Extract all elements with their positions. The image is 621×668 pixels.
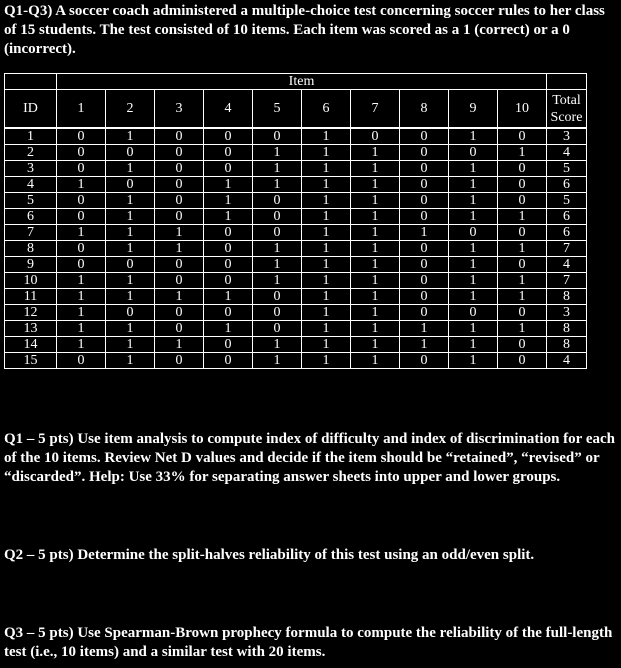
item-score-cell: 1 bbox=[106, 193, 155, 209]
item-score-cell: 0 bbox=[106, 177, 155, 193]
item-score-cell: 1 bbox=[400, 321, 449, 337]
item-score-cell: 0 bbox=[400, 177, 449, 193]
item-score-cell: 0 bbox=[155, 273, 204, 289]
item-score-cell: 1 bbox=[351, 337, 400, 353]
item-score-cell: 0 bbox=[57, 128, 106, 145]
item-score-cell: 0 bbox=[155, 209, 204, 225]
student-id-cell: 5 bbox=[5, 193, 57, 209]
item-score-cell: 1 bbox=[57, 289, 106, 305]
item-score-cell: 1 bbox=[302, 209, 351, 225]
item-score-cell: 1 bbox=[253, 353, 302, 369]
total-score-cell: 8 bbox=[547, 289, 587, 305]
item-score-cell: 0 bbox=[449, 145, 498, 161]
item-score-cell: 0 bbox=[253, 289, 302, 305]
item-score-cell: 0 bbox=[253, 321, 302, 337]
item-score-cell: 1 bbox=[302, 145, 351, 161]
total-score-header bbox=[547, 90, 587, 129]
score-table bbox=[4, 73, 587, 369]
item-score-cell: 0 bbox=[155, 305, 204, 321]
item-score-cell: 1 bbox=[253, 145, 302, 161]
student-id-cell: 15 bbox=[5, 353, 57, 369]
table-row bbox=[5, 305, 587, 321]
item-score-cell: 0 bbox=[155, 145, 204, 161]
total-score-cell: 4 bbox=[547, 353, 587, 369]
table-row bbox=[5, 128, 587, 145]
table-row bbox=[5, 177, 587, 193]
item-score-cell: 0 bbox=[155, 353, 204, 369]
item-score-cell: 0 bbox=[351, 128, 400, 145]
item-score-cell: 0 bbox=[204, 128, 253, 145]
item-score-cell: 1 bbox=[106, 321, 155, 337]
total-score-cell: 6 bbox=[547, 209, 587, 225]
item-number-header: 8 bbox=[400, 90, 449, 129]
item-number-header: 6 bbox=[302, 90, 351, 129]
item-score-cell: 1 bbox=[106, 209, 155, 225]
item-score-cell: 0 bbox=[498, 305, 547, 321]
item-score-cell: 1 bbox=[302, 289, 351, 305]
item-score-cell: 0 bbox=[400, 209, 449, 225]
table-row bbox=[5, 161, 587, 177]
item-score-cell: 1 bbox=[351, 145, 400, 161]
item-score-cell: 1 bbox=[204, 209, 253, 225]
item-score-cell: 1 bbox=[302, 193, 351, 209]
table-row bbox=[5, 321, 587, 337]
item-score-cell: 0 bbox=[498, 225, 547, 241]
item-score-cell: 0 bbox=[204, 337, 253, 353]
student-id-cell: 14 bbox=[5, 337, 57, 353]
item-score-cell: 1 bbox=[351, 305, 400, 321]
table-row bbox=[5, 353, 587, 369]
item-score-cell: 1 bbox=[449, 289, 498, 305]
question-1: Q1 – 5 pts) Use item analysis to compute index of difficulty and index of discrimination for each of the 10 items. Review Net D values and decide if the item should be “retained”, “revised” or “discarded”. Help: Use 33% for separating answer sheets into upper and lower groups. bbox=[4, 431, 615, 485]
item-score-cell: 1 bbox=[253, 337, 302, 353]
item-score-cell: 1 bbox=[57, 337, 106, 353]
item-score-cell: 1 bbox=[253, 273, 302, 289]
item-score-cell: 0 bbox=[155, 257, 204, 273]
item-score-cell: 1 bbox=[351, 193, 400, 209]
item-score-cell: 1 bbox=[106, 289, 155, 305]
item-score-cell: 1 bbox=[498, 321, 547, 337]
student-id-cell: 13 bbox=[5, 321, 57, 337]
item-score-cell: 1 bbox=[155, 225, 204, 241]
item-score-cell: 1 bbox=[106, 241, 155, 257]
item-score-cell: 0 bbox=[204, 273, 253, 289]
student-id-cell: 10 bbox=[5, 273, 57, 289]
item-score-cell: 1 bbox=[106, 337, 155, 353]
item-score-cell: 0 bbox=[204, 145, 253, 161]
item-score-cell: 0 bbox=[400, 305, 449, 321]
empty-header-cell bbox=[547, 74, 587, 90]
item-score-cell: 0 bbox=[155, 321, 204, 337]
id-header: ID bbox=[5, 90, 57, 129]
total-score-cell: 4 bbox=[547, 145, 587, 161]
total-score-cell: 6 bbox=[547, 177, 587, 193]
item-score-cell: 0 bbox=[155, 161, 204, 177]
total-score-cell: 3 bbox=[547, 305, 587, 321]
total-score-cell: 7 bbox=[547, 273, 587, 289]
item-score-cell: 0 bbox=[57, 193, 106, 209]
table-row bbox=[5, 241, 587, 257]
total-score-cell: 4 bbox=[547, 257, 587, 273]
table-row bbox=[5, 145, 587, 161]
item-score-cell: 0 bbox=[57, 257, 106, 273]
item-score-cell: 1 bbox=[351, 289, 400, 305]
item-score-cell: 1 bbox=[400, 225, 449, 241]
student-id-cell: 8 bbox=[5, 241, 57, 257]
item-score-cell: 1 bbox=[302, 257, 351, 273]
item-score-cell: 1 bbox=[204, 321, 253, 337]
item-score-cell: 0 bbox=[204, 161, 253, 177]
item-score-cell: 1 bbox=[351, 161, 400, 177]
item-score-cell: 1 bbox=[106, 273, 155, 289]
total-score-cell: 8 bbox=[547, 321, 587, 337]
student-id-cell: 4 bbox=[5, 177, 57, 193]
item-score-cell: 1 bbox=[253, 241, 302, 257]
total-header-line2: Score bbox=[550, 109, 583, 125]
student-id-cell: 7 bbox=[5, 225, 57, 241]
total-score-cell: 3 bbox=[547, 128, 587, 145]
item-score-cell: 0 bbox=[57, 241, 106, 257]
item-score-cell: 1 bbox=[302, 273, 351, 289]
item-score-cell: 1 bbox=[449, 273, 498, 289]
item-score-cell: 0 bbox=[400, 128, 449, 145]
item-score-cell: 0 bbox=[57, 353, 106, 369]
total-score-cell: 7 bbox=[547, 241, 587, 257]
item-score-cell: 1 bbox=[449, 209, 498, 225]
item-score-cell: 0 bbox=[498, 193, 547, 209]
item-score-cell: 0 bbox=[498, 353, 547, 369]
item-score-cell: 1 bbox=[449, 321, 498, 337]
item-score-cell: 0 bbox=[449, 305, 498, 321]
item-score-cell: 1 bbox=[449, 161, 498, 177]
total-score-cell: 5 bbox=[547, 193, 587, 209]
item-score-cell: 0 bbox=[498, 177, 547, 193]
student-id-cell: 9 bbox=[5, 257, 57, 273]
item-number-header: 3 bbox=[155, 90, 204, 129]
item-score-cell: 1 bbox=[155, 241, 204, 257]
table-row bbox=[5, 225, 587, 241]
item-score-cell: 1 bbox=[204, 289, 253, 305]
item-score-cell: 0 bbox=[498, 161, 547, 177]
item-score-cell: 1 bbox=[400, 337, 449, 353]
item-score-cell: 0 bbox=[498, 128, 547, 145]
item-score-cell: 1 bbox=[302, 353, 351, 369]
item-score-cell: 1 bbox=[302, 305, 351, 321]
item-score-cell: 0 bbox=[204, 241, 253, 257]
item-score-cell: 1 bbox=[302, 177, 351, 193]
table-row bbox=[5, 273, 587, 289]
item-score-cell: 0 bbox=[204, 305, 253, 321]
item-score-cell: 0 bbox=[498, 337, 547, 353]
student-id-cell: 2 bbox=[5, 145, 57, 161]
student-id-cell: 6 bbox=[5, 209, 57, 225]
item-score-cell: 0 bbox=[253, 225, 302, 241]
item-score-cell: 1 bbox=[57, 177, 106, 193]
table-row bbox=[5, 289, 587, 305]
table-row bbox=[5, 193, 587, 209]
total-score-cell: 6 bbox=[547, 225, 587, 241]
item-score-cell: 1 bbox=[351, 209, 400, 225]
table-row bbox=[5, 209, 587, 225]
item-score-cell: 0 bbox=[204, 257, 253, 273]
item-score-cell: 1 bbox=[351, 273, 400, 289]
item-score-cell: 0 bbox=[400, 257, 449, 273]
item-score-cell: 1 bbox=[498, 241, 547, 257]
item-score-cell: 0 bbox=[155, 193, 204, 209]
item-score-cell: 1 bbox=[106, 161, 155, 177]
item-score-cell: 1 bbox=[57, 321, 106, 337]
item-score-cell: 0 bbox=[400, 273, 449, 289]
item-score-cell: 0 bbox=[253, 128, 302, 145]
item-score-cell: 0 bbox=[253, 193, 302, 209]
item-score-cell: 1 bbox=[302, 321, 351, 337]
item-score-cell: 1 bbox=[351, 353, 400, 369]
item-score-cell: 0 bbox=[57, 161, 106, 177]
table-row bbox=[5, 337, 587, 353]
student-id-cell: 12 bbox=[5, 305, 57, 321]
item-score-cell: 1 bbox=[253, 177, 302, 193]
item-score-cell: 1 bbox=[498, 273, 547, 289]
item-score-cell: 1 bbox=[449, 193, 498, 209]
item-number-header: 10 bbox=[498, 90, 547, 129]
question-3: Q3 – 5 pts) Use Spearman-Brown prophecy formula to compute the reliability of the full-length test (i.e., 10 items) and a similar test with 20 items. bbox=[4, 625, 613, 660]
item-score-cell: 1 bbox=[302, 225, 351, 241]
item-score-cell: 0 bbox=[400, 289, 449, 305]
total-header-line1: Total bbox=[552, 92, 581, 108]
total-score-cell: 5 bbox=[547, 161, 587, 177]
item-score-cell: 0 bbox=[204, 225, 253, 241]
item-score-cell: 0 bbox=[204, 353, 253, 369]
item-score-cell: 1 bbox=[57, 305, 106, 321]
item-score-cell: 1 bbox=[155, 289, 204, 305]
item-score-cell: 1 bbox=[302, 241, 351, 257]
item-score-cell: 0 bbox=[400, 145, 449, 161]
item-number-header: 1 bbox=[57, 90, 106, 129]
item-score-cell: 1 bbox=[302, 161, 351, 177]
item-score-cell: 0 bbox=[400, 241, 449, 257]
question-2: Q2 – 5 pts) Determine the split-halves reliability of this test using an odd/even split. bbox=[4, 547, 535, 563]
item-number-header: 7 bbox=[351, 90, 400, 129]
item-score-cell: 1 bbox=[498, 289, 547, 305]
item-score-cell: 1 bbox=[302, 337, 351, 353]
item-score-cell: 1 bbox=[449, 337, 498, 353]
item-score-cell: 0 bbox=[155, 128, 204, 145]
item-score-cell: 1 bbox=[57, 273, 106, 289]
item-score-cell: 0 bbox=[449, 225, 498, 241]
item-score-cell: 1 bbox=[449, 353, 498, 369]
item-score-cell: 1 bbox=[253, 161, 302, 177]
item-score-cell: 1 bbox=[449, 241, 498, 257]
item-number-header: 4 bbox=[204, 90, 253, 129]
student-id-cell: 11 bbox=[5, 289, 57, 305]
item-score-cell: 1 bbox=[449, 257, 498, 273]
item-score-cell: 0 bbox=[253, 209, 302, 225]
item-score-cell: 1 bbox=[351, 257, 400, 273]
item-score-cell: 1 bbox=[498, 209, 547, 225]
item-score-cell: 1 bbox=[57, 225, 106, 241]
item-score-cell: 1 bbox=[351, 177, 400, 193]
item-number-header: 9 bbox=[449, 90, 498, 129]
student-id-cell: 1 bbox=[5, 128, 57, 145]
item-score-cell: 1 bbox=[351, 321, 400, 337]
item-score-cell: 0 bbox=[400, 353, 449, 369]
item-header: Item bbox=[57, 74, 547, 90]
item-score-cell: 1 bbox=[106, 353, 155, 369]
item-score-cell: 1 bbox=[449, 177, 498, 193]
intro-text: Q1-Q3) A soccer coach administered a multiple-choice test concerning soccer rules to her class of 15 students. The test consisted of 10 items. Each item was scored as a 1 (correct) or a 0 (incorrect). bbox=[4, 3, 605, 57]
item-score-cell: 0 bbox=[106, 257, 155, 273]
empty-header-cell bbox=[5, 74, 57, 90]
total-score-cell: 8 bbox=[547, 337, 587, 353]
item-score-cell: 1 bbox=[204, 177, 253, 193]
item-score-cell: 1 bbox=[449, 128, 498, 145]
item-score-cell: 1 bbox=[351, 241, 400, 257]
item-score-cell: 1 bbox=[155, 337, 204, 353]
item-score-cell: 0 bbox=[253, 305, 302, 321]
item-score-cell: 1 bbox=[302, 128, 351, 145]
item-score-cell: 1 bbox=[498, 145, 547, 161]
item-score-cell: 0 bbox=[57, 209, 106, 225]
item-score-cell: 1 bbox=[106, 225, 155, 241]
item-score-cell: 1 bbox=[204, 193, 253, 209]
item-score-cell: 0 bbox=[155, 177, 204, 193]
item-number-header: 2 bbox=[106, 90, 155, 129]
table-row bbox=[5, 257, 587, 273]
item-score-cell: 0 bbox=[498, 257, 547, 273]
item-score-cell: 0 bbox=[106, 145, 155, 161]
item-score-cell: 0 bbox=[400, 161, 449, 177]
student-id-cell: 3 bbox=[5, 161, 57, 177]
item-score-cell: 1 bbox=[253, 257, 302, 273]
item-score-cell: 0 bbox=[106, 305, 155, 321]
item-score-cell: 0 bbox=[400, 193, 449, 209]
item-score-cell: 1 bbox=[106, 128, 155, 145]
item-score-cell: 1 bbox=[351, 225, 400, 241]
item-number-header: 5 bbox=[253, 90, 302, 129]
item-score-cell: 0 bbox=[57, 145, 106, 161]
